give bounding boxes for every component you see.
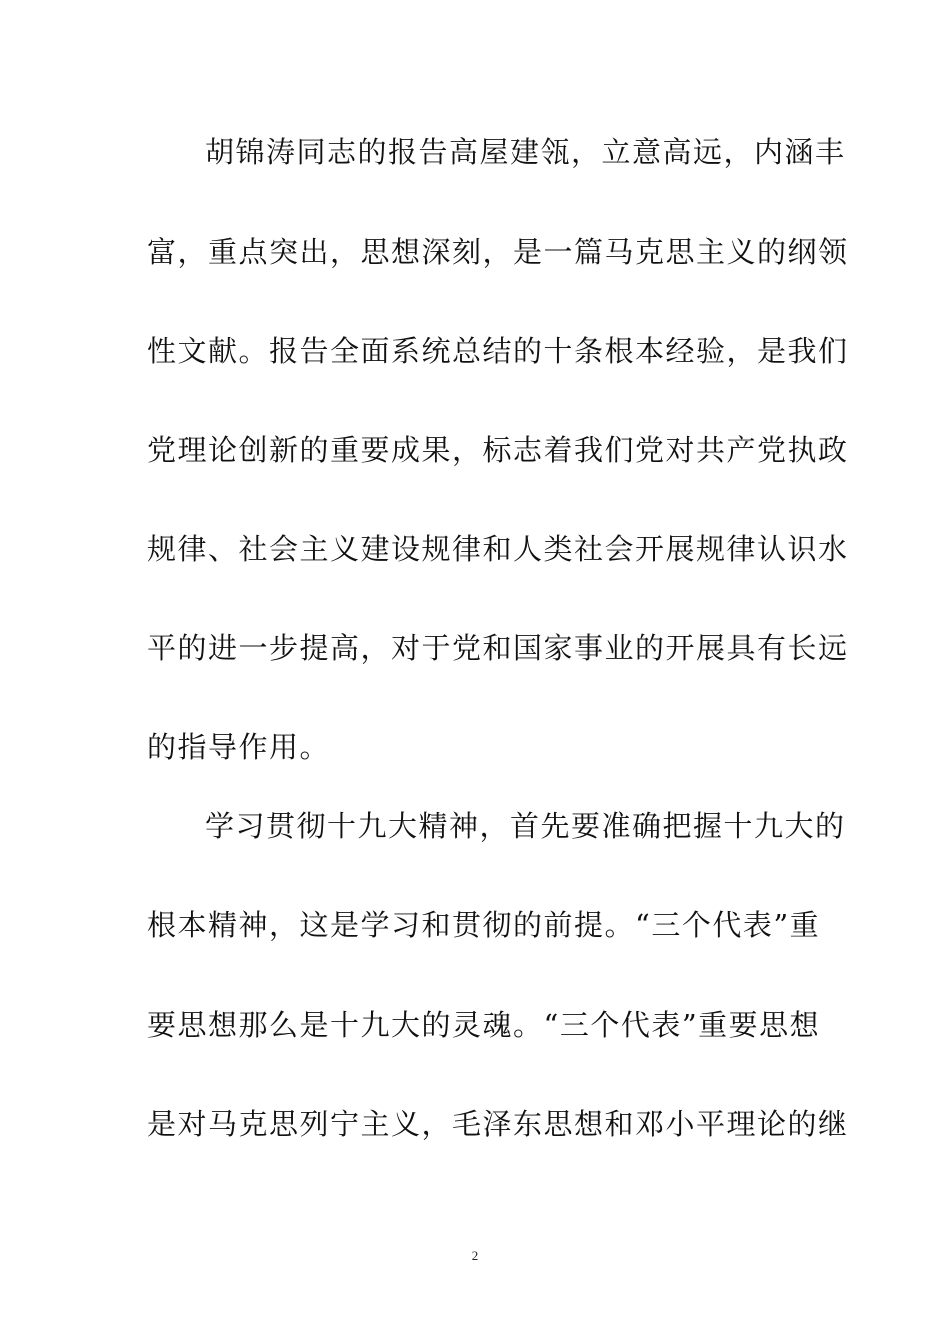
paragraph-line: 胡锦涛同志的报告高屋建瓴，立意高远，内涵丰: [205, 135, 846, 169]
paragraph-line: 性文献。报告全面系统总结的十条根本经验，是我们: [147, 334, 849, 368]
paragraph-line: 要思想那么是十九大的灵魂。“三个代表”重要思想: [147, 1008, 821, 1042]
paragraph-line: 是对马克思列宁主义，毛泽东思想和邓小平理论的继: [147, 1107, 849, 1141]
paragraph-line: 党理论创新的重要成果，标志着我们党对共产党执政: [147, 433, 849, 467]
paragraph-line: 平的进一步提高，对于党和国家事业的开展具有长远: [147, 631, 849, 665]
paragraph-line: 根本精神，这是学习和贯彻的前提。“三个代表”重: [147, 908, 821, 942]
page-number: 2: [471, 1248, 479, 1263]
paragraph-line: 富，重点突出，思想深刻，是一篇马克思主义的纲领: [147, 235, 849, 269]
paragraph-line: 学习贯彻十九大精神，首先要准确把握十九大的: [205, 809, 846, 843]
paragraph-line: 的指导作用。: [147, 730, 331, 764]
paragraph-line: 规律、社会主义建设规律和人类社会开展规律认识水: [147, 532, 849, 566]
